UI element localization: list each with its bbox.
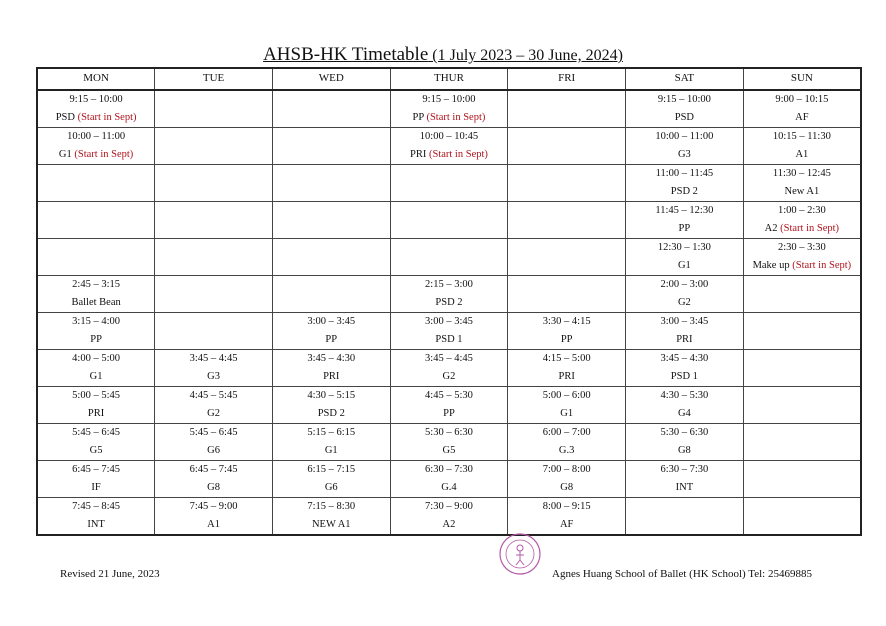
slot-time: 7:00 – 8:00 [542,464,591,475]
slot-tue [155,202,273,239]
slot-mon [37,461,155,498]
slot-time: 4:30 – 5:30 [660,390,709,401]
slot-fri [508,313,626,350]
timetable-title: AHSB-HK Timetable [263,44,429,65]
day-header-row [37,68,861,90]
slot-time: 10:15 – 11:30 [772,131,831,142]
slot-mon [37,202,155,239]
slot-class-line [273,331,390,349]
slot-sat [626,165,744,202]
slot-note: (Start in Sept) [792,260,852,271]
slot-time: 10:00 – 11:00 [67,131,126,142]
slot-class-line [38,109,154,127]
slot-time: 6:00 – 7:00 [542,427,591,438]
slot-class-line [155,442,272,460]
slot-class: PSD [674,112,694,123]
school-seal-icon [498,532,542,576]
slot-time: 3:45 – 4:45 [425,353,473,364]
slot-class: IF [91,482,101,493]
slot-mon [37,498,155,536]
slot-time: 11:30 – 12:45 [772,168,831,179]
table-row [37,202,861,239]
timetable-body [37,90,861,535]
slot-class: AF [559,519,574,530]
slot-mon [37,424,155,461]
slot-time: 4:30 – 5:15 [307,390,356,401]
slot-class-line [391,331,508,349]
table-row [37,313,861,350]
timetable-date-range: (1 July 2023 – 30 June, 2024) [428,47,623,64]
slot-time: 3:00 – 3:45 [660,316,709,327]
slot-tue [155,350,273,387]
slot-class: PP [443,408,455,419]
slot-class-line [391,368,508,386]
slot-wed [272,313,390,350]
slot-time: 5:30 – 6:30 [660,427,709,438]
slot-mon [37,165,155,202]
slot-class-line [391,516,508,534]
slot-time: 3:00 – 3:45 [425,316,473,327]
slot-class-line [744,146,860,164]
slot-class: PRI [676,334,693,345]
day-header-tue: TUE [155,68,273,90]
slot-note: (Start in Sept) [426,112,486,123]
slot-thur [390,90,508,128]
slot-time: 6:30 – 7:30 [660,464,709,475]
slot-sat [626,239,744,276]
table-row [37,165,861,202]
slot-tue [155,239,273,276]
slot-time: 6:45 – 7:45 [189,464,238,475]
slot-fri [508,424,626,461]
slot-time: 9:00 – 10:15 [775,94,829,105]
slot-sun [743,90,861,128]
slot-sat [626,350,744,387]
slot-sun [743,276,861,313]
slot-sat [626,90,744,128]
slot-class: NEW A1 [311,519,351,530]
slot-tue [155,276,273,313]
slot-class: G1 [560,408,574,419]
slot-class: G1 [324,445,338,456]
slot-class-line [38,294,154,312]
slot-class-line [391,294,508,312]
slot-wed [272,276,390,313]
slot-sat [626,498,744,536]
slot-mon [37,239,155,276]
slot-class-line [626,183,743,201]
slot-class: G6 [207,445,220,456]
slot-time: 2:30 – 3:30 [777,242,826,253]
slot-class: G5 [89,445,103,456]
table-row [37,90,861,128]
slot-time: 5:30 – 6:30 [425,427,473,438]
slot-mon [37,276,155,313]
slot-sat [626,313,744,350]
slot-tue [155,90,273,128]
slot-sun [743,498,861,536]
slot-time: 3:45 – 4:45 [189,353,238,364]
slot-class: G5 [442,445,456,456]
slot-fri [508,239,626,276]
slot-class: PSD 2 [670,186,698,197]
slot-wed [272,387,390,424]
slot-time: 12:30 – 1:30 [657,242,711,253]
slot-class-line [155,405,272,423]
slot-thur [390,424,508,461]
slot-class: PP [560,334,573,345]
slot-sat [626,128,744,165]
slot-class-line [744,109,860,127]
slot-thur [390,350,508,387]
slot-class: INT [87,519,105,530]
slot-class-line [508,405,625,423]
slot-class: A2 [764,223,778,234]
slot-class-line [508,479,625,497]
slot-time: 2:00 – 3:00 [660,279,709,290]
slot-class-line [155,479,272,497]
slot-class-line [391,146,508,164]
slot-class-line [626,146,743,164]
slot-class: G.4 [441,482,457,493]
slot-class: G4 [677,408,691,419]
slot-class: PP [678,223,691,234]
slot-time: 5:00 – 6:00 [542,390,591,401]
slot-class: Ballet Bean [71,297,121,308]
slot-class-line [38,368,154,386]
table-row [37,239,861,276]
slot-class: G8 [677,445,691,456]
slot-class-line [38,146,154,164]
slot-class: G3 [207,371,220,382]
table-row [37,424,861,461]
slot-time: 7:45 – 9:00 [189,501,238,512]
slot-fri [508,276,626,313]
slot-class: PRI [558,371,575,382]
slot-wed [272,461,390,498]
slot-class: G1 [58,149,72,160]
slot-sun [743,350,861,387]
day-header-thur: THUR [390,68,508,90]
slot-sun [743,313,861,350]
slot-wed [272,424,390,461]
slot-class-line [508,442,625,460]
slot-class-line [626,294,743,312]
slot-class-line [391,109,508,127]
slot-class-line [626,368,743,386]
table-row [37,350,861,387]
slot-class-line [273,405,390,423]
slot-tue [155,387,273,424]
slot-class: AF [795,112,809,123]
slot-class: PSD [55,112,75,123]
slot-class-line [508,331,625,349]
slot-time: 10:00 – 11:00 [655,131,714,142]
slot-tue [155,313,273,350]
slot-thur [390,165,508,202]
slot-time: 7:45 – 8:45 [72,501,121,512]
slot-time: 3:15 – 4:00 [72,316,121,327]
slot-fri [508,350,626,387]
slot-sat [626,202,744,239]
slot-class-line [273,479,390,497]
slot-class-line [626,109,743,127]
slot-class: PSD 2 [435,297,463,308]
slot-class-line [626,331,743,349]
slot-class-line [391,442,508,460]
slot-class: New A1 [784,186,820,197]
slot-time: 5:15 – 6:15 [307,427,356,438]
day-header-wed: WED [272,68,390,90]
slot-time: 6:30 – 7:30 [425,464,473,475]
slot-tue [155,165,273,202]
slot-note: (Start in Sept) [780,223,840,234]
slot-mon [37,128,155,165]
slot-class: A1 [207,519,220,530]
table-row [37,276,861,313]
slot-class-line [38,442,154,460]
slot-tue [155,424,273,461]
slot-mon [37,313,155,350]
slot-class: PP [90,334,102,345]
slot-note: (Start in Sept) [74,149,134,160]
slot-class-line [391,405,508,423]
slot-class-line [38,405,154,423]
slot-class: G8 [207,482,220,493]
slot-time: 3:45 – 4:30 [307,353,356,364]
slot-time: 11:45 – 12:30 [655,205,714,216]
table-row [37,461,861,498]
slot-class: G8 [560,482,574,493]
slot-class-line [38,331,154,349]
slot-wed [272,90,390,128]
slot-class-line [273,516,390,534]
slot-time: 3:45 – 4:30 [660,353,709,364]
slot-class-line [155,516,272,534]
slot-fri [508,498,626,536]
slot-sat [626,424,744,461]
slot-mon [37,90,155,128]
slot-time: 4:00 – 5:00 [72,353,121,364]
day-header-sun: SUN [743,68,861,90]
slot-time: 7:15 – 8:30 [307,501,356,512]
slot-wed [272,239,390,276]
school-contact: Agnes Huang School of Ballet (HK School) Tel: 25469885 [552,568,812,580]
slot-thur [390,276,508,313]
slot-time: 3:30 – 4:15 [542,316,591,327]
slot-time: 6:45 – 7:45 [72,464,121,475]
slot-note: (Start in Sept) [428,149,488,160]
slot-fri [508,202,626,239]
slot-time: 6:15 – 7:15 [307,464,356,475]
slot-wed [272,128,390,165]
slot-class: Make up [752,260,790,271]
slot-fri [508,461,626,498]
table-row [37,128,861,165]
slot-time: 4:45 – 5:30 [425,390,473,401]
slot-class-line [626,257,743,275]
slot-class-line [38,516,154,534]
slot-class: PSD 2 [317,408,345,419]
slot-class-line [626,405,743,423]
slot-fri [508,387,626,424]
slot-thur [390,239,508,276]
slot-class: G6 [324,482,338,493]
slot-sun [743,128,861,165]
slot-time: 1:00 – 2:30 [777,205,826,216]
slot-class: PSD 1 [670,371,698,382]
slot-time: 5:00 – 5:45 [72,390,121,401]
slot-class-line [744,183,860,201]
slot-class: PP [325,334,338,345]
slot-time: 7:30 – 9:00 [425,501,473,512]
slot-tue [155,128,273,165]
slot-class-line [744,257,860,275]
slot-sat [626,387,744,424]
slot-time: 5:45 – 6:45 [189,427,238,438]
slot-sat [626,461,744,498]
slot-thur [390,387,508,424]
slot-class-line [273,368,390,386]
slot-time: 4:45 – 5:45 [189,390,238,401]
slot-sun [743,202,861,239]
slot-sun [743,239,861,276]
slot-time: 9:15 – 10:00 [69,94,123,105]
slot-class: A1 [795,149,809,160]
slot-sun [743,424,861,461]
day-header-mon: MON [37,68,155,90]
slot-sun [743,461,861,498]
slot-class-line [273,442,390,460]
slot-time: 4:15 – 5:00 [542,353,591,364]
slot-time: 11:00 – 11:45 [655,168,714,179]
slot-mon [37,387,155,424]
slot-thur [390,128,508,165]
timetable [36,67,862,536]
revised-date: Revised 21 June, 2023 [60,568,160,580]
slot-class: PP [412,112,424,123]
slot-wed [272,165,390,202]
slot-tue [155,498,273,536]
slot-wed [272,202,390,239]
slot-class: G1 [677,260,691,271]
slot-sat [626,276,744,313]
slot-time: 10:00 – 10:45 [419,131,479,142]
slot-time: 2:45 – 3:15 [72,279,121,290]
slot-fri [508,128,626,165]
day-header-fri: FRI [508,68,626,90]
slot-sun [743,387,861,424]
slot-class-line [155,368,272,386]
slot-time: 5:45 – 6:45 [72,427,121,438]
slot-thur [390,498,508,536]
slot-class: INT [675,482,694,493]
slot-class: PSD 1 [435,334,463,345]
slot-fri [508,90,626,128]
slot-class-line [744,220,860,238]
slot-thur [390,461,508,498]
table-row [37,387,861,424]
slot-time: 9:15 – 10:00 [422,94,476,105]
slot-time: 9:15 – 10:00 [657,94,711,105]
slot-class: PRI [323,371,340,382]
slot-class-line [626,479,743,497]
slot-note: (Start in Sept) [77,112,137,123]
slot-class: PRI [410,149,427,160]
slot-class-line [626,442,743,460]
slot-wed [272,498,390,536]
slot-class-line [391,479,508,497]
slot-class-line [38,479,154,497]
page-title [0,44,886,67]
slot-time: 2:15 – 3:00 [425,279,473,290]
slot-class-line [626,220,743,238]
slot-class: G3 [677,149,691,160]
slot-class: A2 [442,519,456,530]
slot-class: G2 [442,371,456,382]
slot-class-line [508,368,625,386]
table-row [37,498,861,536]
slot-sun [743,165,861,202]
slot-wed [272,350,390,387]
slot-thur [390,313,508,350]
slot-class: G2 [677,297,691,308]
day-header-sat: SAT [626,68,744,90]
slot-time: 3:00 – 3:45 [307,316,356,327]
slot-thur [390,202,508,239]
slot-mon [37,350,155,387]
slot-fri [508,165,626,202]
slot-time: 8:00 – 9:15 [542,501,591,512]
slot-class: G1 [89,371,103,382]
slot-class: PRI [87,408,105,419]
slot-class: G2 [207,408,220,419]
slot-class: G.3 [558,445,575,456]
slot-tue [155,461,273,498]
